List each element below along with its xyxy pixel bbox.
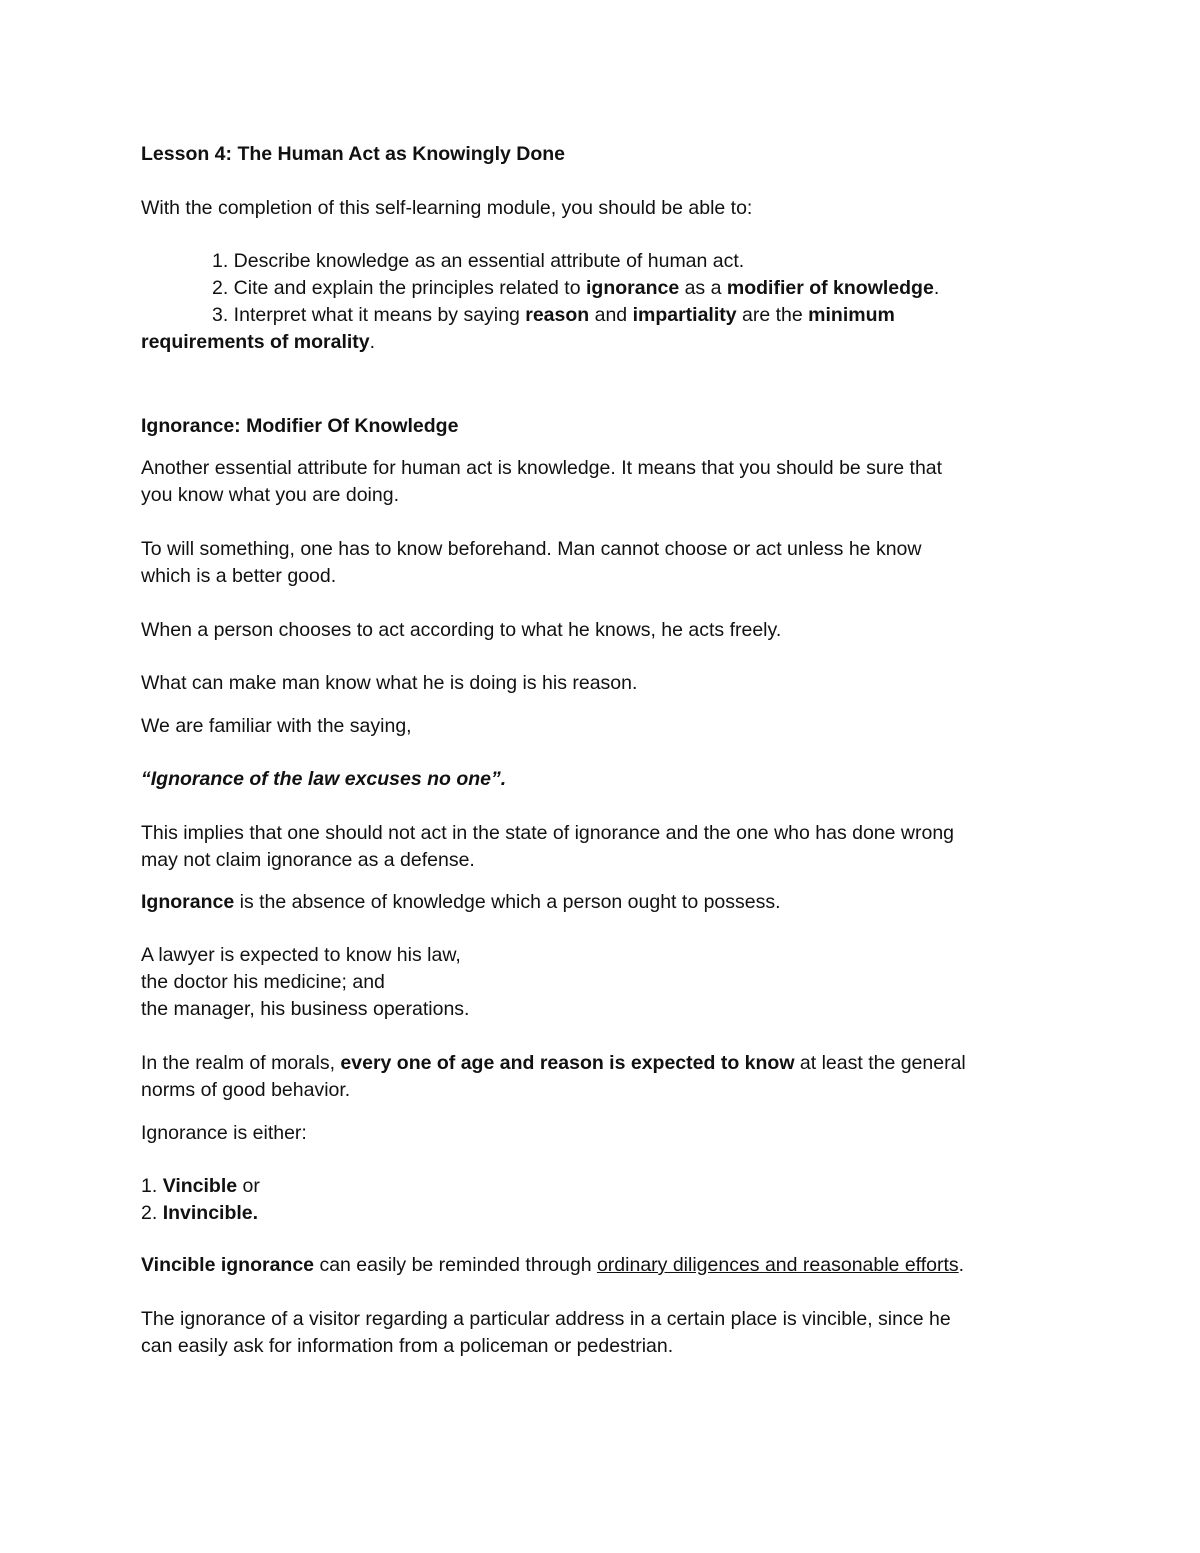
paragraph-line: To will something, one has to know beforehand. Man cannot choose or act unless he know	[141, 538, 922, 560]
objective-3: 3. Interpret what it means by saying reason and impartiality are the minimum	[212, 304, 895, 326]
paragraph-line: may not claim ignorance as a defense.	[141, 849, 475, 871]
intro-text: With the completion of this self-learning module, you should be able to:	[141, 197, 753, 219]
paragraph-line: In the realm of morals, every one of age and reason is expected to know at least the general	[141, 1052, 966, 1074]
quote: “Ignorance of the law excuses no one”.	[141, 768, 507, 790]
paragraph-line: you know what you are doing.	[141, 484, 399, 506]
vincible-definition: Vincible ignorance can easily be reminded through ordinary diligences and reasonable efforts.	[141, 1254, 965, 1276]
paragraph-line: norms of good behavior.	[141, 1079, 351, 1101]
paragraph-line: We are familiar with the saying,	[141, 715, 412, 737]
paragraph-line: Ignorance is either:	[141, 1122, 307, 1144]
lesson-title: Lesson 4: The Human Act as Knowingly Done	[141, 143, 566, 165]
list-item: 1. Vincible or	[141, 1175, 260, 1197]
paragraph-line: the manager, his business operations.	[141, 998, 470, 1020]
paragraph-line: The ignorance of a visitor regarding a particular address in a certain place is vincible, since he	[141, 1308, 951, 1330]
objective-1: 1. Describe knowledge as an essential attribute of human act.	[212, 250, 745, 272]
ignorance-definition: Ignorance is the absence of knowledge which a person ought to possess.	[141, 891, 781, 913]
paragraph-line: which is a better good.	[141, 565, 337, 587]
paragraph-line: Another essential attribute for human act is knowledge. It means that you should be sure that	[141, 457, 943, 479]
section-heading: Ignorance: Modifier Of Knowledge	[141, 415, 459, 437]
paragraph-line: When a person chooses to act according to what he knows, he acts freely.	[141, 619, 782, 641]
paragraph-line: What can make man know what he is doing is his reason.	[141, 672, 638, 694]
paragraph-line: A lawyer is expected to know his law,	[141, 944, 461, 966]
paragraph-line: the doctor his medicine; and	[141, 971, 385, 993]
objective-2: 2. Cite and explain the principles related to ignorance as a modifier of knowledge.	[212, 277, 940, 299]
paragraph-line: This implies that one should not act in the state of ignorance and the one who has done wrong	[141, 822, 955, 844]
paragraph-line: can easily ask for information from a policeman or pedestrian.	[141, 1335, 674, 1357]
objective-3-continued: requirements of morality.	[141, 331, 376, 353]
list-item: 2. Invincible.	[141, 1202, 259, 1224]
